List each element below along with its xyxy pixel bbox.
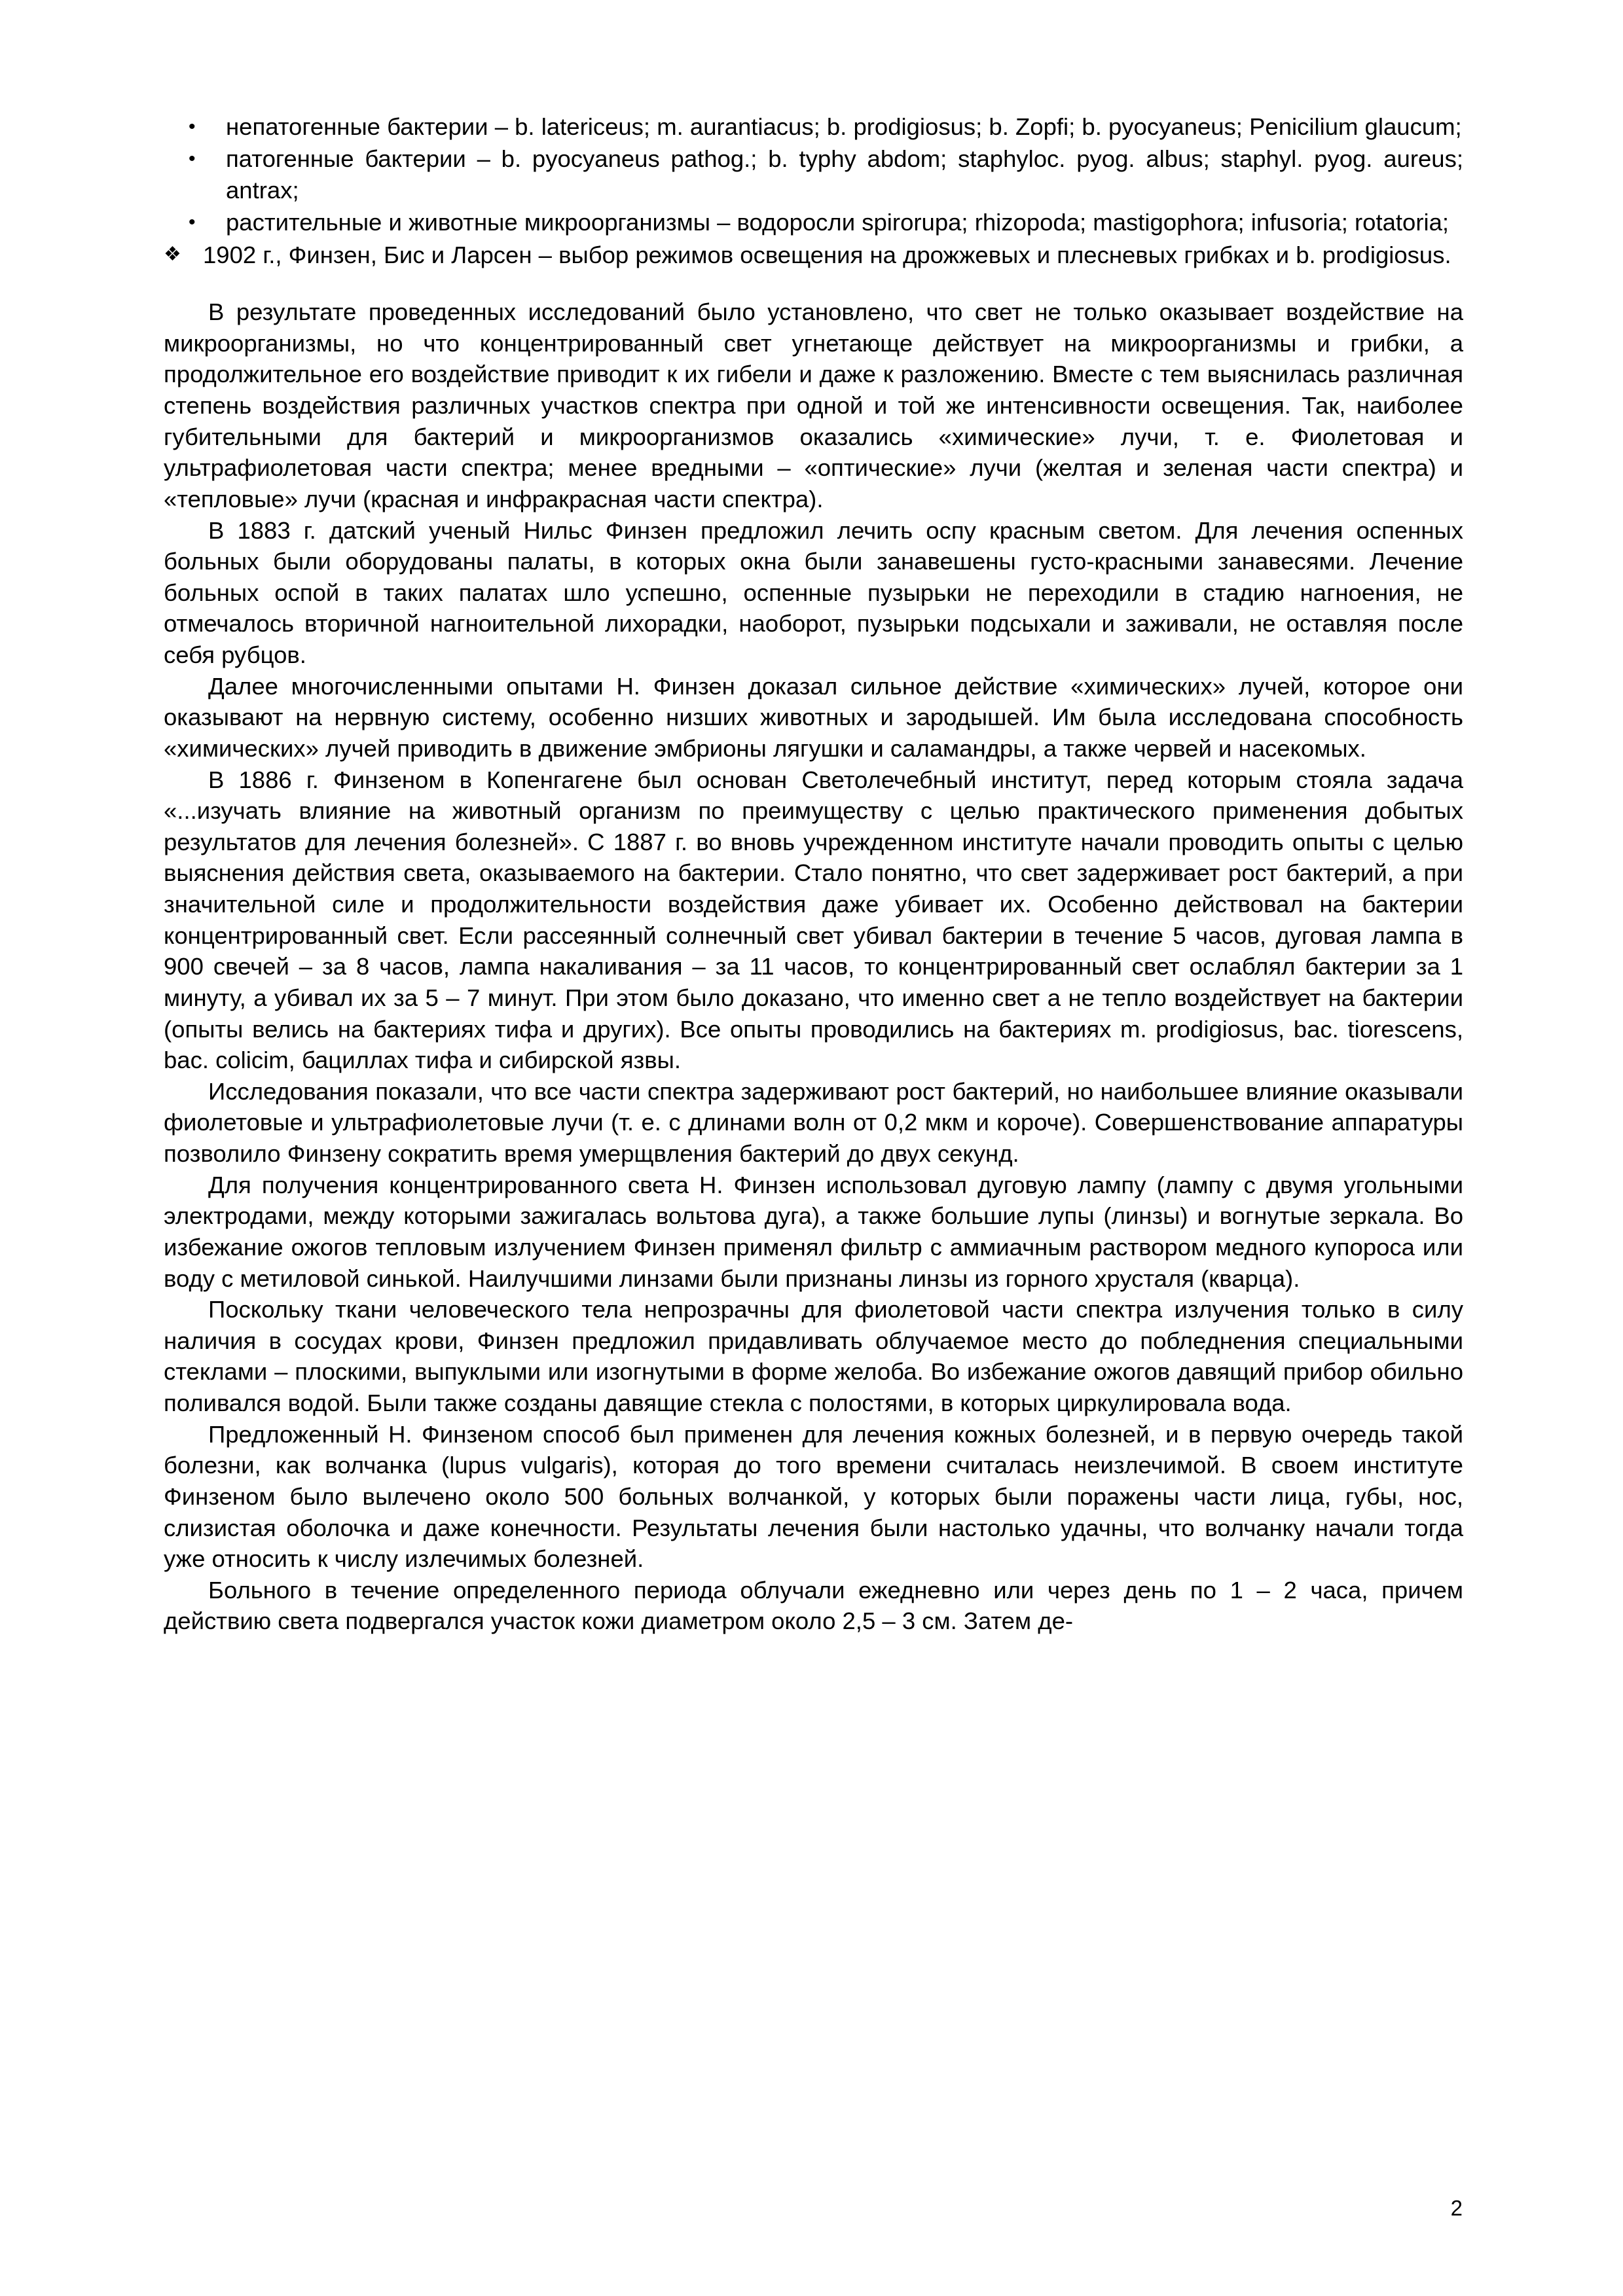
bullet-icon: • (189, 116, 196, 137)
paragraph: В 1883 г. датский ученый Нильс Финзен предложил лечить оспу красным светом. Для лечения оспенных больных были оборудованы палаты, в которых окна были занавешены густо-красными занавесями. Лечение больных оспой в таких палатах шло успешно, оспенные пузырьки не переходили в стадию нагноения, не отмечалось вторичной нагноительной лихорадки, наоборот, пузырьки подсыхали и заживали, не оставляя после себя рубцов. (164, 516, 1463, 669)
list-item (164, 143, 1463, 206)
diamond-list-history (164, 240, 1463, 270)
paragraph: Для получения концентрированного света Н. Финзен использовал дуговую лампу (лампу с двумя угольными электродами, между которыми зажигалась вольтова дуга), а также большие лупы (линзы) и вогнутые зеркала. Во избежание ожогов тепловым излучением Финзен применял фильтр с аммиачным раствором медного купороса или воду с метиловой синькой. Наилучшими линзами были признаны линзы из горного хрусталя (кварца). (164, 1171, 1463, 1292)
paragraph: В 1886 г. Финзеном в Копенгагене был основан Светолечебный институт, перед которым стояла задача «...изучать влияние на животный организм по преимуществу с целью практического применения добытых результатов для лечения болезней». С 1887 г. во вновь учрежденном институте начали проводить опыты с целью выяснения действия света, оказываемого на бактерии. Стало понятно, что свет задерживает рост бактерий, а при значительной силе и продолжительности воздействия даже убивает их. Особенно действовал на бактерии концентрированный свет. Если рассеянный солнечный свет убивал бактерии в течение 5 часов, дуговая лампа в 900 свечей – за 8 часов, лампа накаливания – за 11 часов, то концентрированный свет ослаблял бактерии за 1 минуту, а убивал их за 5 – 7 минут. При этом было доказано, что именно свет а не тепло воздействует на бактерии (опыты велись на бактериях тифа и других). Все опыты проводились на бактериях m. prodigiosus, bac. tiorescens, bac. colicim, бациллах тифа и сибирской язвы. (164, 766, 1463, 1074)
diamond-icon: ❖ (164, 243, 181, 265)
bullet-icon: • (189, 148, 196, 170)
paragraph: Далее многочисленными опытами Н. Финзен доказал сильное действие «химических» лучей, которое они оказывают на нервную систему, особенно низших животных и зародышей. Им была исследована способность «химических» лучей приводить в движение эмбрионы лягушки и саламандры, а также червей и насекомых. (164, 672, 1463, 762)
list-item (164, 240, 1463, 270)
paragraph: Предложенный Н. Финзеном способ был применен для лечения кожных болезней, и в первую очередь такой болезни, как волчанка (lupus vulgaris), которая до того времени считалась неизлечимой. В своем институте Финзеном было вылечено около 500 больных волчанкой, у которых были поражены части лица, губы, нос, слизистая оболочка и даже конечности. Результаты лечения были настолько удачны, что волчанку начали тогда уже относить к числу излечимых болезней. (164, 1420, 1463, 1573)
list-item-text: растительные и животные микроорганизмы – водоросли spirorupa; rhizopoda; mastigophora; infusoria; rotatoria; (226, 209, 1450, 236)
bullet-list-organisms (164, 111, 1463, 238)
list-item-text: 1902 г., Финзен, Бис и Ларсен – выбор режимов освещения на дрожжевых и плесневых грибках и b. prodigiosus. (203, 241, 1451, 268)
list-item (164, 111, 1463, 142)
page-content (164, 111, 1463, 1637)
paragraph: Поскольку ткани человеческого тела непрозрачны для фиолетовой части спектра излучения только в силу наличия в сосудах крови, Финзен предложил придавливать облучаемое место до побледнения специальными стеклами – плоскими, выпуклыми или изогнутыми в форме желоба. Во избежание ожогов давящий прибор обильно поливался водой. Были также созданы давящие стекла с полостями, в которых циркулировала вода. (164, 1296, 1463, 1417)
paragraph: В результате проведенных исследований было установлено, что свет не только оказывает воздействие на микроорганизмы, но что концентрированный свет угнетающе действует на микроорганизмы и грибки, а продолжительное его воздействие приводит к их гибели и даже к разложению. Вместе с тем выяснилась различная степень воздействия различных участков спектра при одной и той же интенсивности освещения. Так, наиболее губительными для бактерий и микроорганизмов оказались «химические» лучи, т. е. Фиолетовая и ультрафиолетовая части спектра; менее вредными – «оптические» лучи (желтая и зеленая части спектра) и «тепловые» лучи (красная и инфракрасная части спектра). (164, 298, 1463, 512)
paragraph: Исследования показали, что все части спектра задерживают рост бактерий, но наибольшее влияние оказывали фиолетовые и ультрафиолетовые лучи (т. е. с длинами волн от 0,2 мкм и короче). Совершенствование аппаратуры позволило Финзену сократить время умерщвления бактерий до двух секунд. (164, 1077, 1463, 1168)
paragraph: Больного в течение определенного периода облучали ежедневно или через день по 1 – 2 часа, причем действию света подвергался участок кожи диаметром около 2,5 – 3 см. Затем де- (164, 1576, 1463, 1635)
page-number: 2 (1450, 2196, 1463, 2220)
list-item (164, 207, 1463, 238)
body-text (164, 296, 1463, 1637)
list-item-text: непатогенные бактерии – b. latericeus; m. aurantiacus; b. prodigiosus; b. Zopfi; b. pyocyaneus; Penicilium glaucum; (226, 113, 1462, 140)
list-item-text: патогенные бактерии – b. pyocyaneus pathog.; b. typhy abdom; staphyloc. pyog. albus; staphyl. pyog. aureus; antrax; (226, 145, 1463, 204)
bullet-icon: • (189, 211, 196, 234)
